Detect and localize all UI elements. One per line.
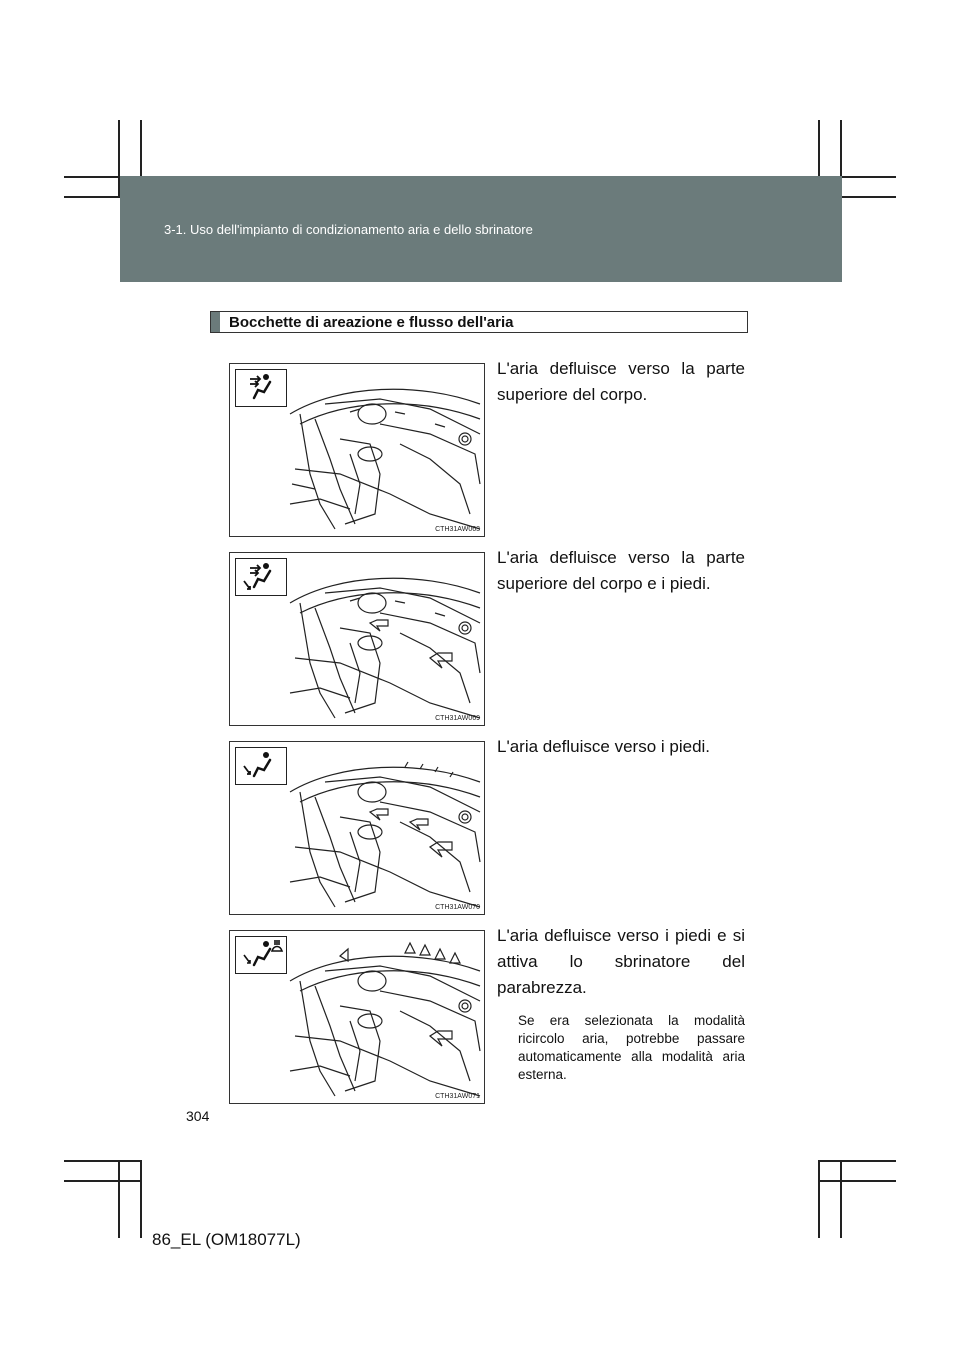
section-heading-box [210,311,748,333]
crop-mark [64,1180,142,1182]
foot-defrost-mode-icon [235,936,287,974]
mode-description: L'aria defluisce verso i piedi. [497,737,711,756]
crop-mark [840,1160,842,1238]
crop-mark [64,1160,142,1162]
crop-mark [818,1160,896,1162]
crop-mark [818,1180,896,1182]
bi-level-vent-mode-icon [235,558,287,596]
foot-vent-mode-icon [235,747,287,785]
figure-bi-level-vent [229,552,485,726]
figure-code: CTH31AW070 [435,904,480,911]
mode-description: L'aria defluisce verso la parte superiore del corpo. [497,359,745,404]
face-vent-mode-icon [235,369,287,407]
crop-mark [118,1160,120,1238]
figure-code: CTH31AW063 [435,526,480,533]
section-title: Bocchette di areazione e flusso dell'aria [229,314,514,331]
page-number: 304 [186,1108,210,1124]
figure-code: CTH31AW071 [435,1093,480,1100]
figure-foot-defrost [229,930,485,1104]
figure-foot-vent [229,741,485,915]
section-heading-bar [211,312,220,332]
mode-note: Se era selezionata la modalità ricircolo aria, potrebbe passare automaticamente alla modalità aria esterna. [518,1013,745,1082]
document-code: 86_EL (OM18077L) [152,1230,301,1249]
crop-mark [818,1160,820,1238]
breadcrumb: 3-1. Uso dell'impianto di condizionamento aria e dello sbrinatore [164,222,533,237]
mode-description: L'aria defluisce verso i piedi e si attiva lo sbrinatore del parabrezza. [497,926,745,997]
figure-code: CTH31AW069 [435,715,480,722]
mode-description: L'aria defluisce verso la parte superiore del corpo e i piedi. [497,548,745,593]
figure-face-vent [229,363,485,537]
crop-mark [140,1160,142,1238]
